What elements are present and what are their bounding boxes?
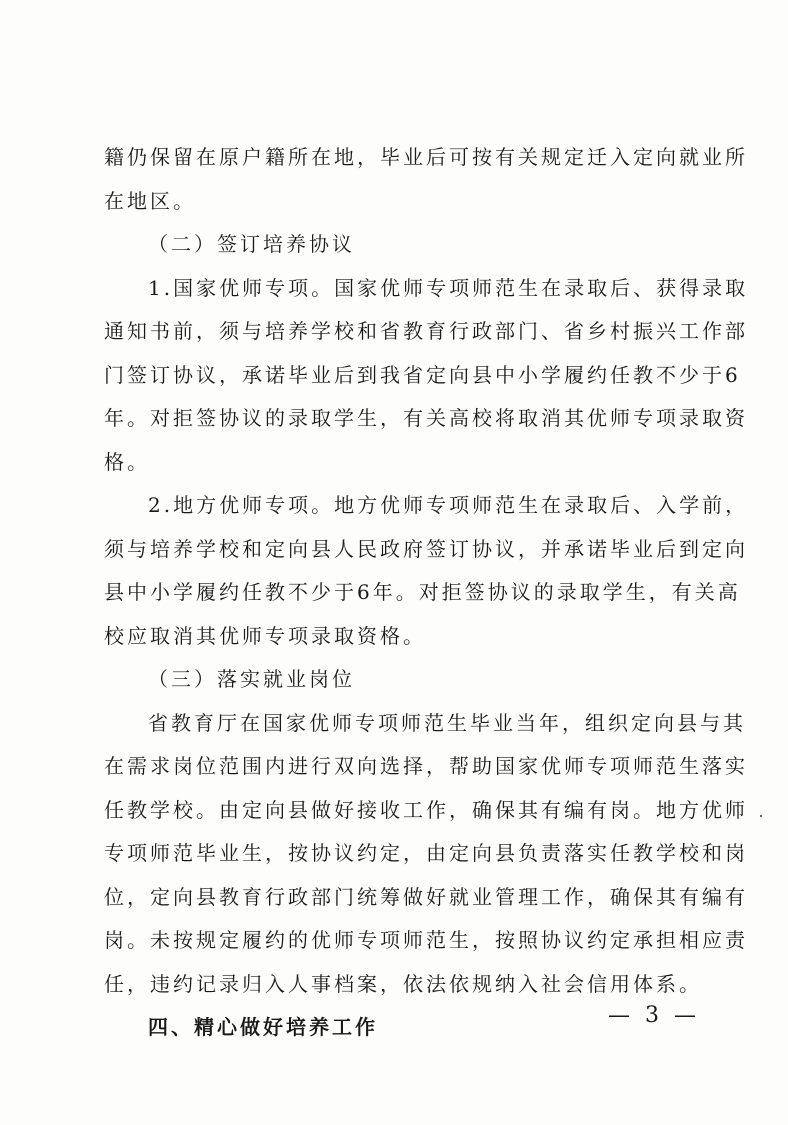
section-heading-3: （三）落实就业岗位 [148,667,355,691]
section-heading-2: （二）签订培养协议 [148,232,355,256]
body-line-10: 须与培养学校和定向县人民政府签订协议，并承诺毕业后到定向 [104,536,748,561]
body-line-18: 位，定向县教育行政部门统筹做好就业管理工作，确保其有编有 [104,884,748,909]
body-line-4: 1.国家优师专项。国家优师专项师范生在录取后、获得录取 [148,275,749,300]
body-line-5: 通知书前，须与培养学校和省教育行政部门、省乡村振兴工作部 [104,319,748,343]
page-number: — 3 — [608,1003,700,1028]
section-heading-4: 四、精心做好培养工作 [148,1015,378,1039]
body-line-8: 格。 [104,449,150,474]
body-line-9: 2.地方优师专项。地方优师专项师范生在录取后、入学前， [148,493,749,517]
body-line-12: 校应取消其优师专项录取资格。 [104,623,426,648]
body-line-7: 年。对拒签协议的录取学生，有关高校将取消其优师专项录取资 [104,406,748,430]
document-body [104,136,749,1050]
body-line-6: 门签订协议，承诺毕业后到我省定向县中小学履约任教不少于6 [104,362,741,387]
body-line-20: 任，违约记录归入人事档案，依法依规纳入社会信用体系。 [104,971,702,996]
body-line-11: 县中小学履约任教不少于6年。对拒签协议的录取学生，有关高 [104,580,741,604]
body-line-2: 在地区。 [104,188,196,213]
scan-speck [760,815,762,817]
body-line-16: 任教学校。由定向县做好接收工作，确保其有编有岗。地方优师 [104,797,748,822]
body-line-1: 籍仍保留在原户籍所在地，毕业后可按有关规定迁入定向就业所 [104,145,748,169]
body-line-17: 专项师范毕业生，按协议约定，由定向县负责落实任教学校和岗 [104,841,748,865]
body-line-14: 省教育厅在国家优师专项师范生毕业当年，组织定向县与其 [148,710,746,735]
body-line-15: 在需求岗位范围内进行双向选择，帮助国家优师专项师范生落实 [104,754,748,778]
body-line-19: 岗。未按规定履约的优师专项师范生，按照协议约定承担相应责 [104,928,748,952]
